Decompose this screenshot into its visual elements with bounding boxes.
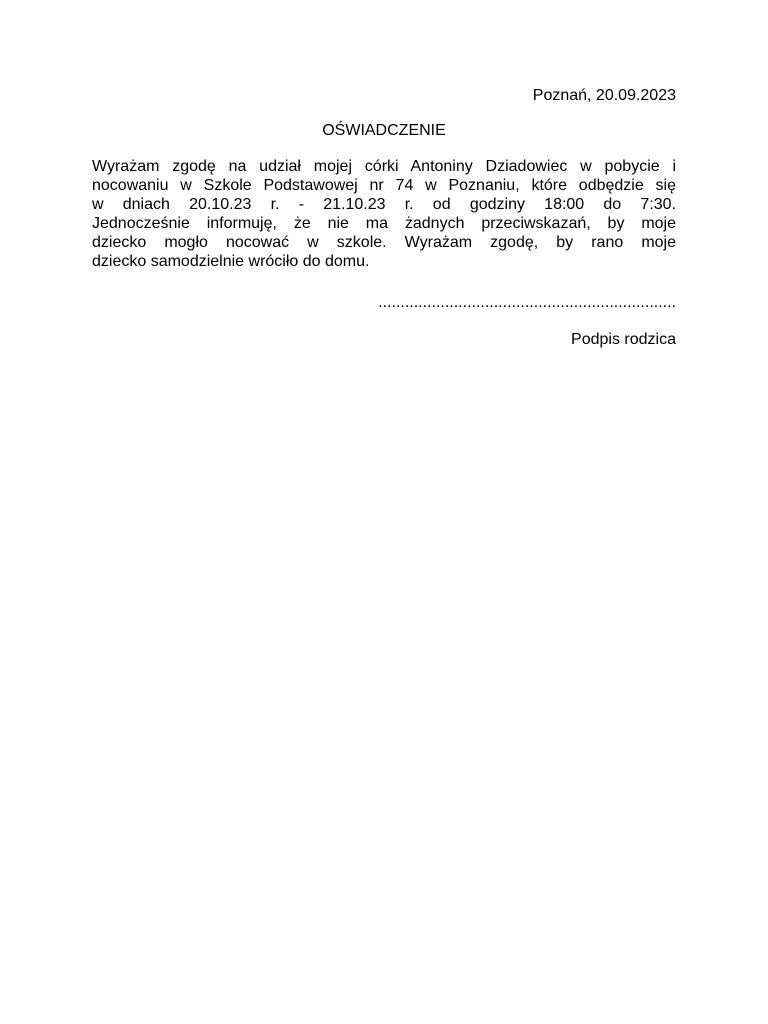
- statement-body: [92, 157, 676, 271]
- place-date: Poznań, 20.09.2023: [532, 87, 676, 104]
- document-title: OŚWIADCZENIE: [322, 122, 446, 139]
- statement-line: w dniach 20.10.23 r. - 21.10.23 r. od godziny 18:00 do 7:30.: [92, 196, 676, 213]
- signature-dotted-line: ...................................................................: [378, 294, 676, 311]
- statement-line: Jednocześnie informuję, że nie ma żadnych przeciwskazań, by moje: [92, 215, 676, 232]
- statement-line: dziecko mogło nocować w szkole. Wyrażam zgodę, by rano moje: [92, 234, 676, 251]
- statement-line: nocowaniu w Szkole Podstawowej nr 74 w Poznaniu, które odbędzie się: [92, 177, 676, 194]
- signature-label: Podpis rodzica: [571, 331, 676, 348]
- statement-line: dziecko samodzielnie wróciło do domu.: [92, 253, 370, 270]
- statement-line: Wyrażam zgodę na udział mojej córki Antoniny Dziadowiec w pobycie i: [92, 158, 676, 175]
